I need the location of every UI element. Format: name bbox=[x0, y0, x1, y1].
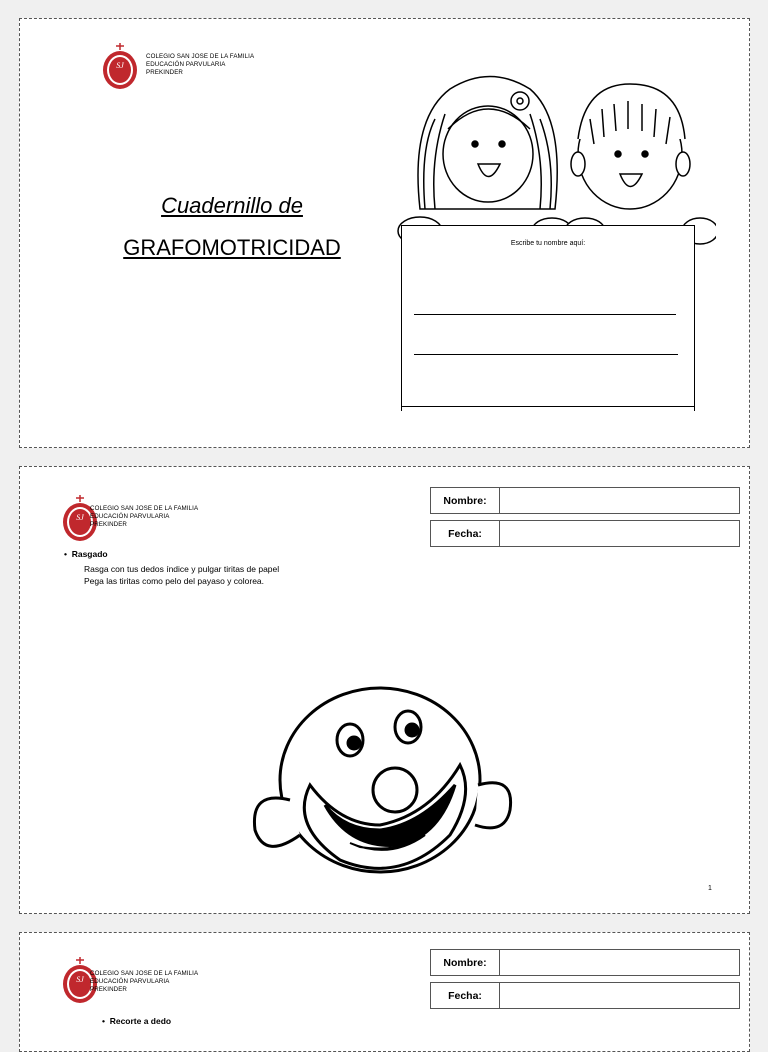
page-number: 1 bbox=[708, 885, 712, 892]
bullet-icon: • bbox=[64, 549, 72, 559]
cover-page bbox=[19, 18, 750, 448]
name-field-row bbox=[430, 487, 740, 514]
name-label: Nombre: bbox=[430, 949, 500, 976]
svg-text:SJ: SJ bbox=[76, 513, 84, 522]
school-level: PREKINDER bbox=[90, 521, 128, 528]
children-illustration bbox=[380, 59, 716, 249]
worksheet-page-2 bbox=[19, 932, 750, 1052]
activity-title: • Rasgado bbox=[64, 549, 108, 559]
activity-title: • Recorte a dedo bbox=[102, 1016, 172, 1026]
instruction-line: Pega las tiritas como pelo del payaso y colorea. bbox=[84, 576, 265, 586]
svg-text:SJ: SJ bbox=[76, 975, 84, 984]
school-level: PREKINDER bbox=[146, 69, 184, 76]
school-name: COLEGIO SAN JOSE DE LA FAMILIA bbox=[90, 970, 199, 977]
instruction-line: Rasga con tus dedos índice y pulgar tiritas de papel bbox=[84, 564, 280, 574]
school-level: PREKINDER bbox=[90, 986, 128, 993]
name-line-2 bbox=[414, 354, 678, 355]
name-field-row bbox=[430, 949, 740, 976]
date-field[interactable] bbox=[500, 520, 740, 547]
school-department: EDUCACIÓN PARVULARIA bbox=[146, 61, 226, 68]
name-field[interactable] bbox=[500, 949, 740, 976]
school-name: COLEGIO SAN JOSE DE LA FAMILIA bbox=[146, 53, 255, 60]
cover-title-line2: GRAFOMOTRICIDAD bbox=[123, 235, 341, 260]
date-field-row bbox=[430, 982, 740, 1009]
name-line-1 bbox=[414, 314, 676, 315]
name-sign-board bbox=[401, 225, 695, 411]
instructions bbox=[84, 563, 279, 587]
school-header bbox=[146, 53, 254, 77]
school-crest-logo bbox=[100, 43, 140, 91]
date-field[interactable] bbox=[500, 982, 740, 1009]
name-prompt: Escribe tu nombre aquí: bbox=[510, 240, 586, 247]
name-label: Nombre: bbox=[430, 487, 500, 514]
worksheet-page-1 bbox=[19, 466, 750, 914]
name-field[interactable] bbox=[500, 487, 740, 514]
date-label: Fecha: bbox=[430, 520, 500, 547]
school-header bbox=[90, 970, 198, 994]
clown-face-illustration bbox=[230, 685, 520, 885]
svg-text:SJ: SJ bbox=[116, 61, 124, 70]
sign-bottom-edge bbox=[402, 406, 694, 407]
school-department: EDUCACIÓN PARVULARIA bbox=[90, 978, 170, 985]
school-department: EDUCACIÓN PARVULARIA bbox=[90, 513, 170, 520]
school-name: COLEGIO SAN JOSE DE LA FAMILIA bbox=[90, 505, 199, 512]
cover-title-line1: Cuadernillo de bbox=[161, 193, 303, 218]
school-header bbox=[90, 505, 198, 529]
bullet-icon: • bbox=[102, 1016, 110, 1026]
date-field-row bbox=[430, 520, 740, 547]
date-label: Fecha: bbox=[430, 982, 500, 1009]
